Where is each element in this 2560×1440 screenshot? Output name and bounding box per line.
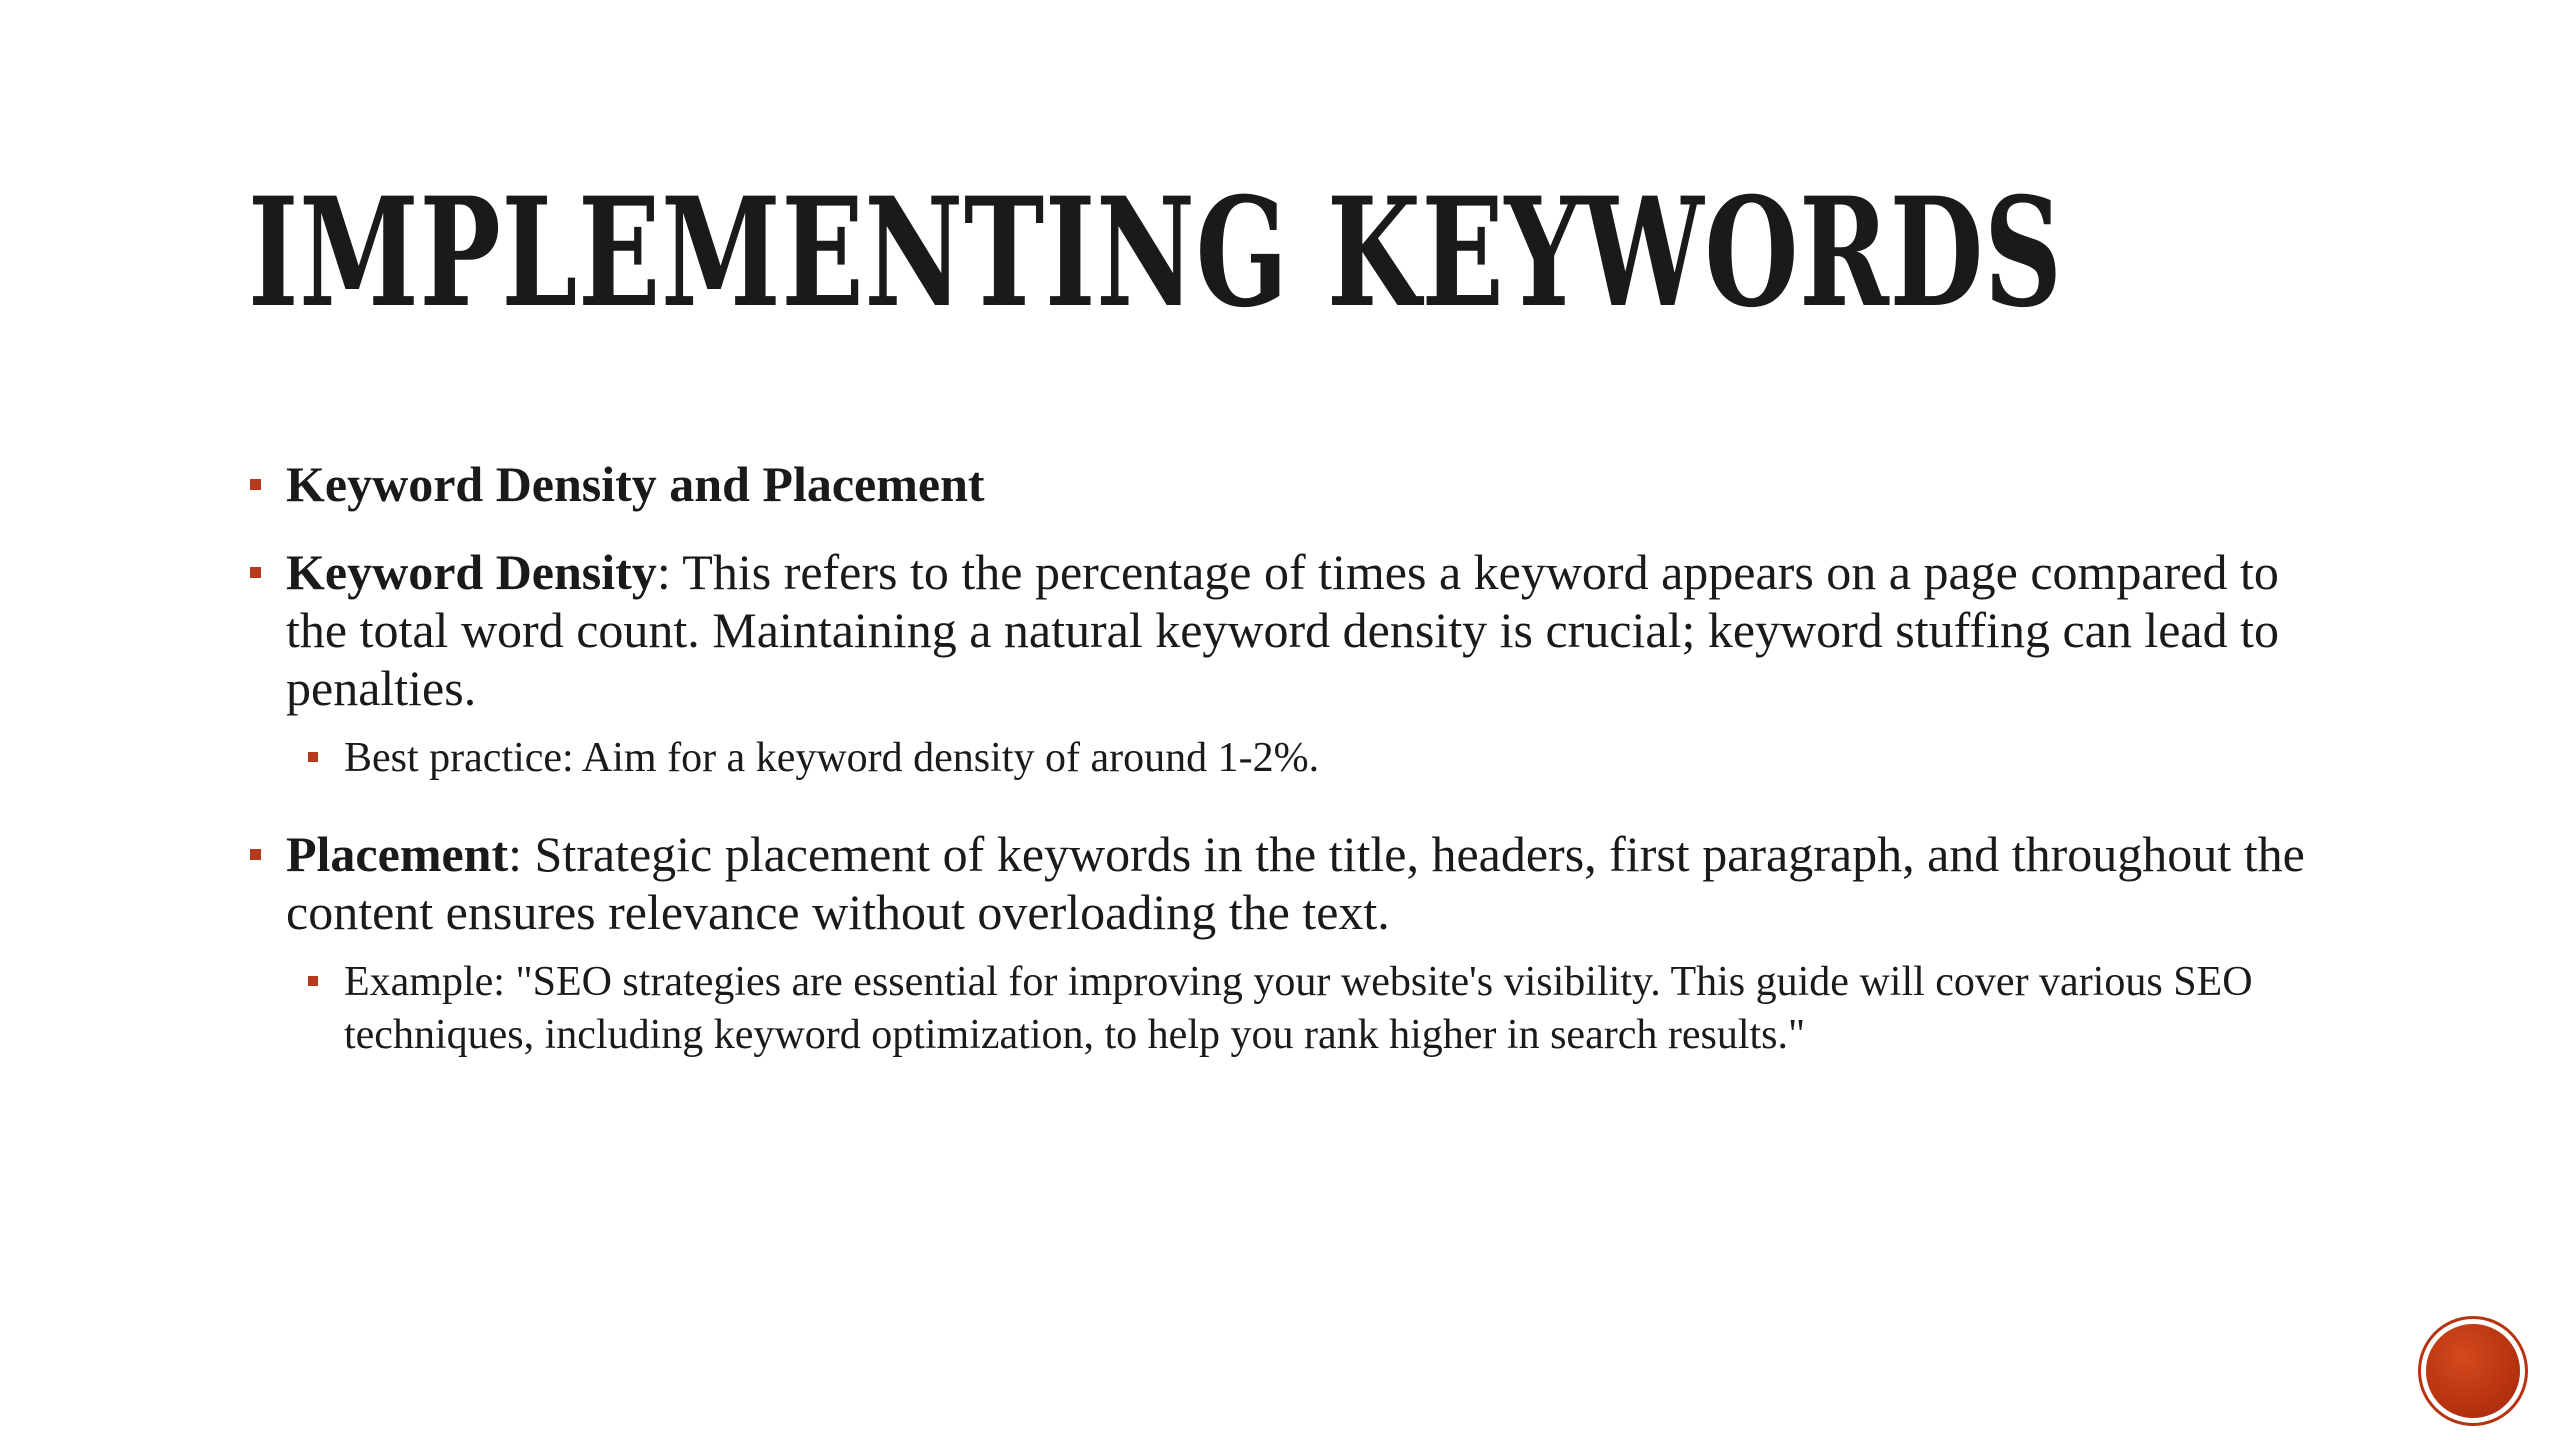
slide-content (248, 455, 2348, 1102)
bullet-marker (250, 479, 261, 490)
slide-number-badge (2426, 1324, 2520, 1418)
bullet-text: : Strategic placement of keywords in the title, headers, first paragraph, and throughout the content ensures relevance without overloading the text. (286, 826, 2305, 940)
bullet-bold-text: Placement (286, 826, 509, 882)
bullet-bold-text: Keyword Density and Placement (286, 456, 985, 512)
sub-bullet-marker (308, 976, 318, 986)
slide-title: IMPLEMENTING KEYWORDS (248, 165, 2063, 341)
bullet-bold-text: Keyword Density (286, 544, 657, 600)
sub-bullet-marker (308, 752, 318, 762)
sub-bullet-example (306, 956, 2348, 1062)
bullet-marker (250, 567, 261, 578)
bullet-keyword-density (248, 543, 2348, 717)
sub-bullet-text: Example: "SEO strategies are essential for improving your website's visibility. This guide will cover various SEO techniques, including keyword optimization, to help you rank higher in search results." (344, 959, 2253, 1058)
bullet-keyword-density-and-placement (248, 455, 2348, 513)
sub-bullet-best-practice (306, 732, 2348, 785)
sub-bullet-text: Best practice: Aim for a keyword density of around 1-2%. (344, 735, 1320, 781)
bullet-text: : This refers to the percentage of times a keyword appears on a page compared to the total word count. Maintaining a natural keyword density is crucial; keyword stuffing can lead to penalties. (286, 544, 2279, 716)
bullet-placement (248, 825, 2348, 941)
bullet-marker (250, 849, 261, 860)
